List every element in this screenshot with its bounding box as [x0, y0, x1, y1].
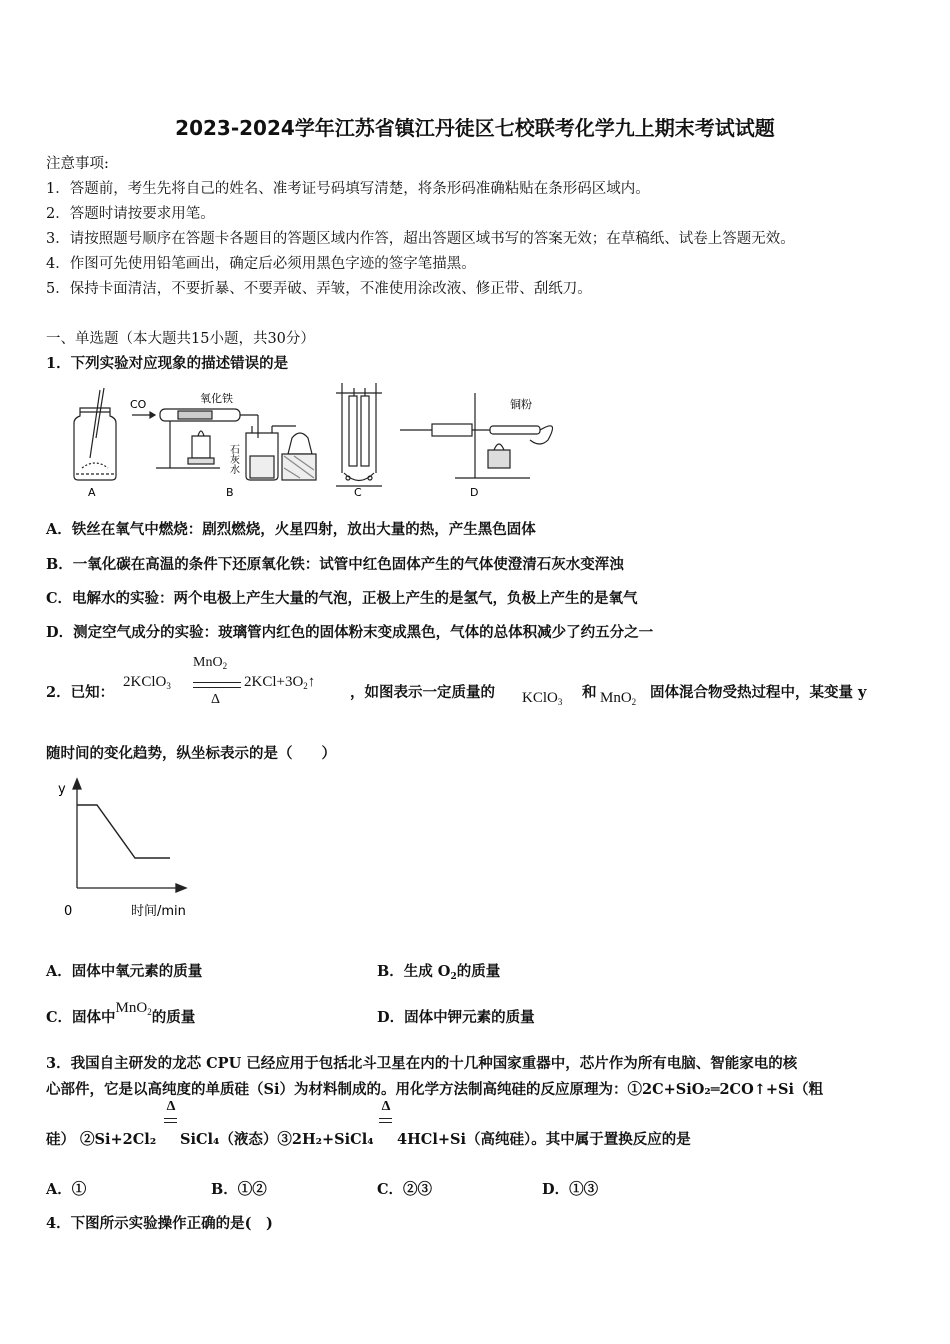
notice-item: 3．请按照题号顺序在答题卡各题目的答题区域内作答，超出答题区域书写的答案无效；在草稿纸、试卷上答题无效。 [46, 231, 795, 247]
question-3-line3b: SiCl₄（液态）③2H₂+SiCl₄ [180, 1131, 374, 1148]
equal-sign-2 [164, 1118, 177, 1123]
label-co: CO [130, 398, 147, 411]
question-1-stem: 1．下列实验对应现象的描述错误的是 [46, 355, 289, 372]
label-limewater: 石灰水 [227, 444, 239, 474]
kclo3-formula: KClO$_3$ [522, 690, 563, 707]
q2-option-b: B．生成 $O_2$的质量 [377, 963, 501, 982]
q1-option-a: A．铁丝在氧气中燃烧：剧烈燃烧，火星四射，放出大量的热，产生黑色固体 [46, 521, 536, 538]
label-iron-oxide: 氧化铁 [200, 392, 233, 405]
q3-option-b: B．①② [211, 1181, 267, 1198]
page-title: 2023-2024学年江苏省镇江丹徒区七校联考化学九上期末考试试题 [175, 116, 775, 140]
label-c: C [354, 486, 362, 499]
y-axis-label: y [58, 782, 66, 797]
section-heading: 一、单选题（本大题共15小题，共30分） [46, 331, 315, 347]
q3-option-c: C．②③ [377, 1181, 433, 1198]
q2-graph [55, 775, 205, 920]
q2-option-d: D．固体中钾元素的质量 [377, 1009, 535, 1026]
mno2-formula: MnO$_2$ [600, 690, 637, 707]
and-text: 和 [582, 684, 597, 701]
equation-right: $2KCl+3O_2↑$ [244, 674, 316, 691]
notice-heading: 注意事项: [46, 156, 109, 172]
heat-symbol-2: Δ [166, 1099, 176, 1114]
x-axis-arrow [176, 884, 186, 892]
reaction-equal-sign [193, 682, 241, 688]
q1-apparatus-figure [60, 378, 560, 503]
equation-left: 2KClO$_3$ [123, 674, 171, 691]
q1-option-c: C．电解水的实验：两个电极上产生大量的气泡，正极上产生的是氢气，负极上产生的是氧气 [46, 590, 638, 607]
notice-item: 4．作图可先使用铅笔画出，确定后必须用黑色字迹的签字笔描黑。 [46, 256, 476, 272]
question-3-line3a: 硅） ②Si+2Cl₂ [46, 1131, 157, 1148]
notice-item: 1．答题前，考生先将自己的姓名、准考证号码填写清楚，将条形码准确粘贴在条形码区域内。 [46, 181, 650, 197]
question-2-line2: 随时间的变化趋势，纵坐标表示的是（ ） [46, 745, 336, 762]
question-2-prefix: 2．已知： [46, 684, 115, 701]
notice-item: 5．保持卡面清洁，不要折暴、不要弄破、弄皱，不准使用涂改液、修正带、刮纸刀。 [46, 281, 592, 297]
equal-sign-3 [379, 1118, 392, 1123]
heat-symbol-3: Δ [381, 1099, 391, 1114]
question-2-tail: 固体混合物受热过程中，某变量 y [650, 684, 867, 701]
y-axis-arrow [73, 779, 81, 789]
label-copper-powder: 铜粉 [510, 398, 532, 411]
label-d: D [470, 486, 479, 499]
q2-option-a: A．固体中氧元素的质量 [46, 963, 203, 980]
label-a: A [88, 486, 96, 499]
question-2-mid: ，如图表示一定质量的 [350, 684, 495, 701]
catalyst-label: MnO$_2$ [193, 655, 228, 671]
label-b: B [226, 486, 234, 499]
question-3-line3c: 4HCl+Si（高纯硅）。其中属于置换反应的是 [397, 1131, 691, 1148]
apparatus-a-jar [74, 388, 116, 480]
apparatus-c-electrolysis [336, 383, 382, 486]
question-4-stem: 4．下图所示实验操作正确的是( ) [46, 1215, 273, 1232]
question-3-line2: 心部件，它是以高纯度的单质硅（Si）为材料制成的。用化学方法制高纯硅的反应原理为：①2C+SiO₂═2CO↑+Si（粗 [46, 1081, 823, 1098]
notice-item: 2．答题时请按要求用笔。 [46, 206, 215, 222]
x-axis-label: 时间/min [131, 904, 186, 919]
q3-option-d: D．①③ [542, 1181, 599, 1198]
question-3-line1: 3．我国自主研发的龙芯 CPU 已经应用于包括北斗卫星在内的十几种国家重器中，芯片作为所有电脑、智能家电的核 [46, 1055, 798, 1072]
q2-option-c: C．固体中MnO$_2$的质量 [46, 1000, 196, 1026]
q1-option-d: D．测定空气成分的实验：玻璃管内红色的固体粉末变成黑色，气体的总体积减少了约五分之一 [46, 624, 654, 641]
q3-option-a: A．① [46, 1181, 87, 1198]
apparatus-b-co-reduction [132, 409, 316, 480]
trend-line [77, 805, 170, 858]
origin-label: 0 [64, 904, 73, 919]
heat-symbol: Δ [211, 692, 221, 707]
q1-option-b: B．一氧化碳在高温的条件下还原氧化铁：试管中红色固体产生的气体使澄清石灰水变浑浊 [46, 556, 624, 573]
